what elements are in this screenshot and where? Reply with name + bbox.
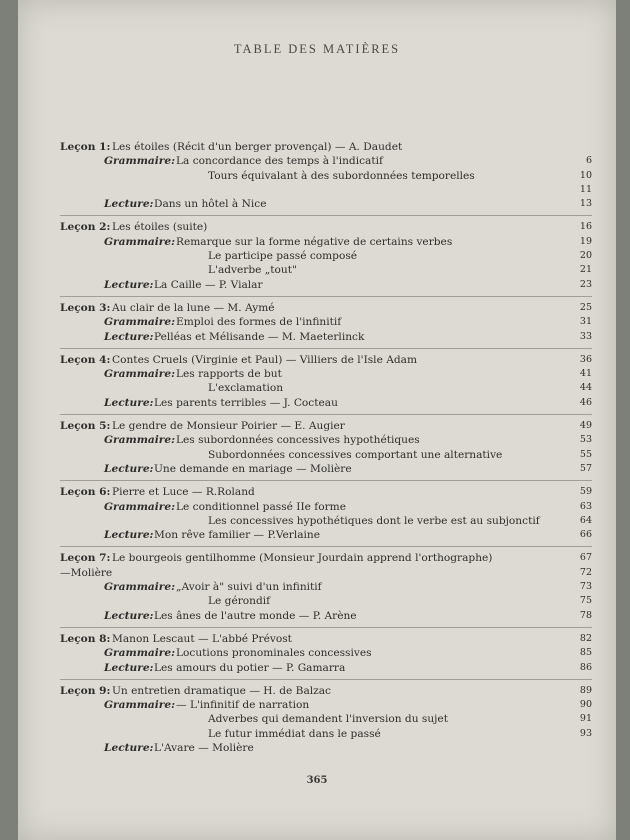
toc-entry — [60, 632, 592, 646]
toc-entry — [60, 514, 592, 528]
toc-entry — [60, 330, 592, 344]
toc-entry — [60, 609, 592, 623]
entry-label: Lecture: — [104, 396, 154, 409]
entry-page-number: 31 — [579, 316, 592, 328]
toc-entry — [60, 183, 592, 197]
entry-title: Emploi des formes de l'infinitif — [176, 316, 342, 329]
toc-entry — [60, 684, 592, 698]
entry-title: Adverbes qui demandent l'inversion du sujet — [208, 713, 448, 726]
toc-entry — [60, 154, 592, 168]
entry-page-number: 86 — [579, 661, 592, 673]
lesson-block — [60, 485, 592, 542]
entry-page-number: 44 — [579, 382, 592, 394]
entry-label: Leçon 2: — [60, 221, 111, 234]
entry-title: L'Avare — Molière — [154, 741, 254, 754]
lesson-block — [60, 353, 592, 410]
toc-entry — [60, 448, 592, 462]
entry-label: Grammaire: — [104, 368, 176, 381]
lesson-block — [60, 140, 592, 211]
toc-entry — [60, 353, 592, 367]
entry-title: Les étoiles (suite) — [112, 221, 208, 234]
toc-entry — [60, 140, 592, 154]
entry-label: Lecture: — [104, 462, 154, 475]
entry-title: L'exclamation — [208, 382, 284, 395]
entry-label: Lecture: — [104, 609, 154, 622]
toc-entry — [60, 301, 592, 315]
toc-entry — [60, 646, 592, 660]
entry-page-number: 16 — [579, 221, 592, 233]
entry-page-number: 19 — [579, 235, 592, 247]
entry-label: Grammaire: — [104, 647, 176, 660]
entry-title: Les rapports de but — [176, 368, 282, 381]
entry-title: Le futur immédiat dans le passé — [208, 727, 381, 740]
toc-entry — [60, 235, 592, 249]
entry-page-number: 57 — [579, 462, 592, 474]
book-page — [18, 0, 616, 840]
page-title: TABLE DES MATIÈRES — [233, 42, 401, 56]
entry-label: Leçon 1: — [60, 141, 111, 153]
toc-entry — [60, 381, 592, 395]
entry-label: Grammaire: — [104, 581, 176, 594]
lesson-block — [60, 632, 592, 675]
toc-entry — [60, 197, 592, 211]
entry-page-number: 41 — [579, 368, 592, 380]
entry-title: Les subordonnées concessives hypothétiques — [176, 434, 420, 447]
entry-title: Locutions pronominales concessives — [176, 647, 372, 660]
entry-page-number: 64 — [579, 514, 592, 526]
entry-title: Les parents terribles — J. Cocteau — [154, 396, 338, 409]
toc-entry — [60, 566, 592, 580]
entry-page-number: 20 — [579, 250, 592, 262]
entry-title: La Caille — P. Vialar — [154, 278, 263, 291]
entry-page-number: 36 — [579, 353, 592, 365]
toc-entry — [60, 551, 592, 565]
entry-page-number: 13 — [579, 198, 592, 210]
entry-title: L'adverbe „tout" — [208, 264, 297, 277]
entry-title: Le participe passé composé — [208, 250, 358, 263]
toc-entry — [60, 419, 592, 433]
entry-label: Leçon 7: — [60, 552, 111, 565]
entry-label: Grammaire: — [104, 500, 176, 513]
entry-page-number: 23 — [579, 278, 592, 290]
lesson-block — [60, 551, 592, 622]
entry-title: — L'infinitif de narration — [176, 699, 310, 712]
toc-entry — [60, 396, 592, 410]
entry-title: La concordance des temps à l'indicatif — [176, 155, 383, 168]
page-number: 365 — [306, 775, 328, 786]
entry-page-number: 25 — [579, 301, 592, 313]
entry-title: Tours équivalant à des subordonnées temporelles — [208, 169, 475, 182]
lesson-separator — [60, 679, 592, 680]
lesson-separator — [60, 414, 592, 415]
entry-page-number: 11 — [579, 183, 592, 195]
entry-label: Lecture: — [104, 661, 154, 674]
entry-page-number: 33 — [579, 330, 592, 342]
toc-entry — [60, 727, 592, 741]
entry-title: Manon Lescaut — L'abbé Prévost — [112, 632, 292, 645]
entry-page-number: 66 — [579, 529, 592, 541]
lesson-separator — [60, 627, 592, 628]
toc-entry — [60, 528, 592, 542]
entry-label: Leçon 4: — [60, 353, 111, 366]
entry-label: Leçon 6: — [60, 486, 111, 499]
entry-page-number: 59 — [579, 486, 592, 498]
lesson-separator — [60, 480, 592, 481]
entry-page-number: 78 — [579, 609, 592, 621]
lesson-separator — [60, 348, 592, 349]
entry-label: Grammaire: — [104, 699, 176, 712]
entry-page-number: 49 — [579, 420, 592, 432]
entry-page-number: 10 — [579, 169, 592, 181]
entry-page-number: 46 — [579, 396, 592, 408]
toc-entry — [60, 249, 592, 263]
entry-title: Le gérondif — [208, 595, 271, 608]
entry-title: Une demande en mariage — Molière — [154, 462, 352, 475]
entry-page-number: 63 — [579, 500, 592, 512]
toc-entry — [60, 594, 592, 608]
entry-label: Grammaire: — [104, 434, 176, 447]
entry-label: Leçon 5: — [60, 420, 111, 433]
toc-entry — [60, 169, 592, 183]
entry-title: Mon rêve familier — P.Verlaine — [154, 529, 321, 542]
entry-label: Lecture: — [104, 741, 154, 754]
entry-title: Le conditionnel passé IIe forme — [176, 500, 346, 513]
entry-page-number: 73 — [579, 581, 592, 593]
toc-entry — [60, 661, 592, 675]
entry-page-number: 89 — [579, 684, 592, 696]
entry-title: Subordonnées concessives comportant une alternative — [208, 448, 503, 461]
entry-title: Pierre et Luce — R.Roland — [112, 486, 255, 499]
entry-label: Leçon 8: — [60, 632, 111, 645]
toc-entry — [60, 485, 592, 499]
entry-label: Lecture: — [104, 198, 154, 211]
entry-page-number: 67 — [579, 552, 592, 564]
entry-label: Leçon 9: — [60, 684, 111, 697]
entry-title: Au clair de la lune — M. Aymé — [112, 301, 275, 314]
lesson-separator — [60, 546, 592, 547]
entry-label: Leçon 3: — [60, 301, 111, 314]
entry-title: Remarque sur la forme négative de certains verbes — [176, 235, 453, 248]
entry-title: Contes Cruels (Virginie et Paul) — Villiers de l'Isle Adam — [112, 353, 418, 366]
toc-entry — [60, 741, 592, 755]
toc-entry — [60, 433, 592, 447]
toc-entry — [60, 367, 592, 381]
toc-entry — [60, 278, 592, 292]
entry-page-number: 91 — [579, 713, 592, 725]
entry-title: Les ânes de l'autre monde — P. Arène — [154, 609, 357, 622]
entry-page-number: 6 — [585, 155, 592, 167]
entry-page-number: 82 — [579, 632, 592, 644]
entry-title: Le bourgeois gentilhomme (Monsieur Jourdain apprend l'orthographe) — [112, 552, 493, 565]
entry-title: Les étoiles (Récit d'un berger provençal) — A. Daudet — [112, 141, 403, 153]
lesson-block — [60, 301, 592, 344]
table-of-contents — [60, 140, 592, 755]
entry-page-number: 21 — [579, 264, 592, 276]
entry-page-number: 75 — [579, 595, 592, 607]
entry-title: Dans un hôtel à Nice — [154, 198, 267, 211]
lesson-block — [60, 684, 592, 755]
entry-page-number: 72 — [579, 566, 592, 578]
toc-entry — [60, 220, 592, 234]
lesson-block — [60, 419, 592, 476]
entry-title: —Molière — [60, 566, 113, 579]
toc-entry — [60, 462, 592, 476]
entry-page-number: 53 — [579, 434, 592, 446]
entry-title: Pelléas et Mélisande — M. Maeterlinck — [154, 330, 365, 343]
entry-label: Lecture: — [104, 278, 154, 291]
entry-label: Grammaire: — [104, 316, 176, 329]
entry-label: Lecture: — [104, 529, 154, 542]
toc-entry — [60, 580, 592, 594]
entry-title: „Avoir à" suivi d'un infinitif — [176, 581, 322, 594]
toc-entry — [60, 712, 592, 726]
toc-entry — [60, 500, 592, 514]
lesson-separator — [60, 215, 592, 216]
entry-page-number: 85 — [579, 647, 592, 659]
entry-title: Les concessives hypothétiques dont le verbe est au subjonctif — [208, 514, 540, 527]
entry-title: Un entretien dramatique — H. de Balzac — [112, 684, 331, 697]
entry-label: Grammaire: — [104, 155, 176, 168]
lesson-separator — [60, 296, 592, 297]
toc-entry — [60, 315, 592, 329]
entry-page-number: 90 — [579, 699, 592, 711]
lesson-block — [60, 220, 592, 291]
entry-title: Les amours du potier — P. Gamarra — [154, 661, 346, 674]
toc-entry — [60, 263, 592, 277]
toc-entry — [60, 698, 592, 712]
entry-page-number: 55 — [579, 448, 592, 460]
entry-label: Lecture: — [104, 330, 154, 343]
entry-page-number: 93 — [579, 727, 592, 739]
entry-title: Le gendre de Monsieur Poirier — E. Augier — [112, 420, 345, 433]
entry-label: Grammaire: — [104, 235, 176, 248]
